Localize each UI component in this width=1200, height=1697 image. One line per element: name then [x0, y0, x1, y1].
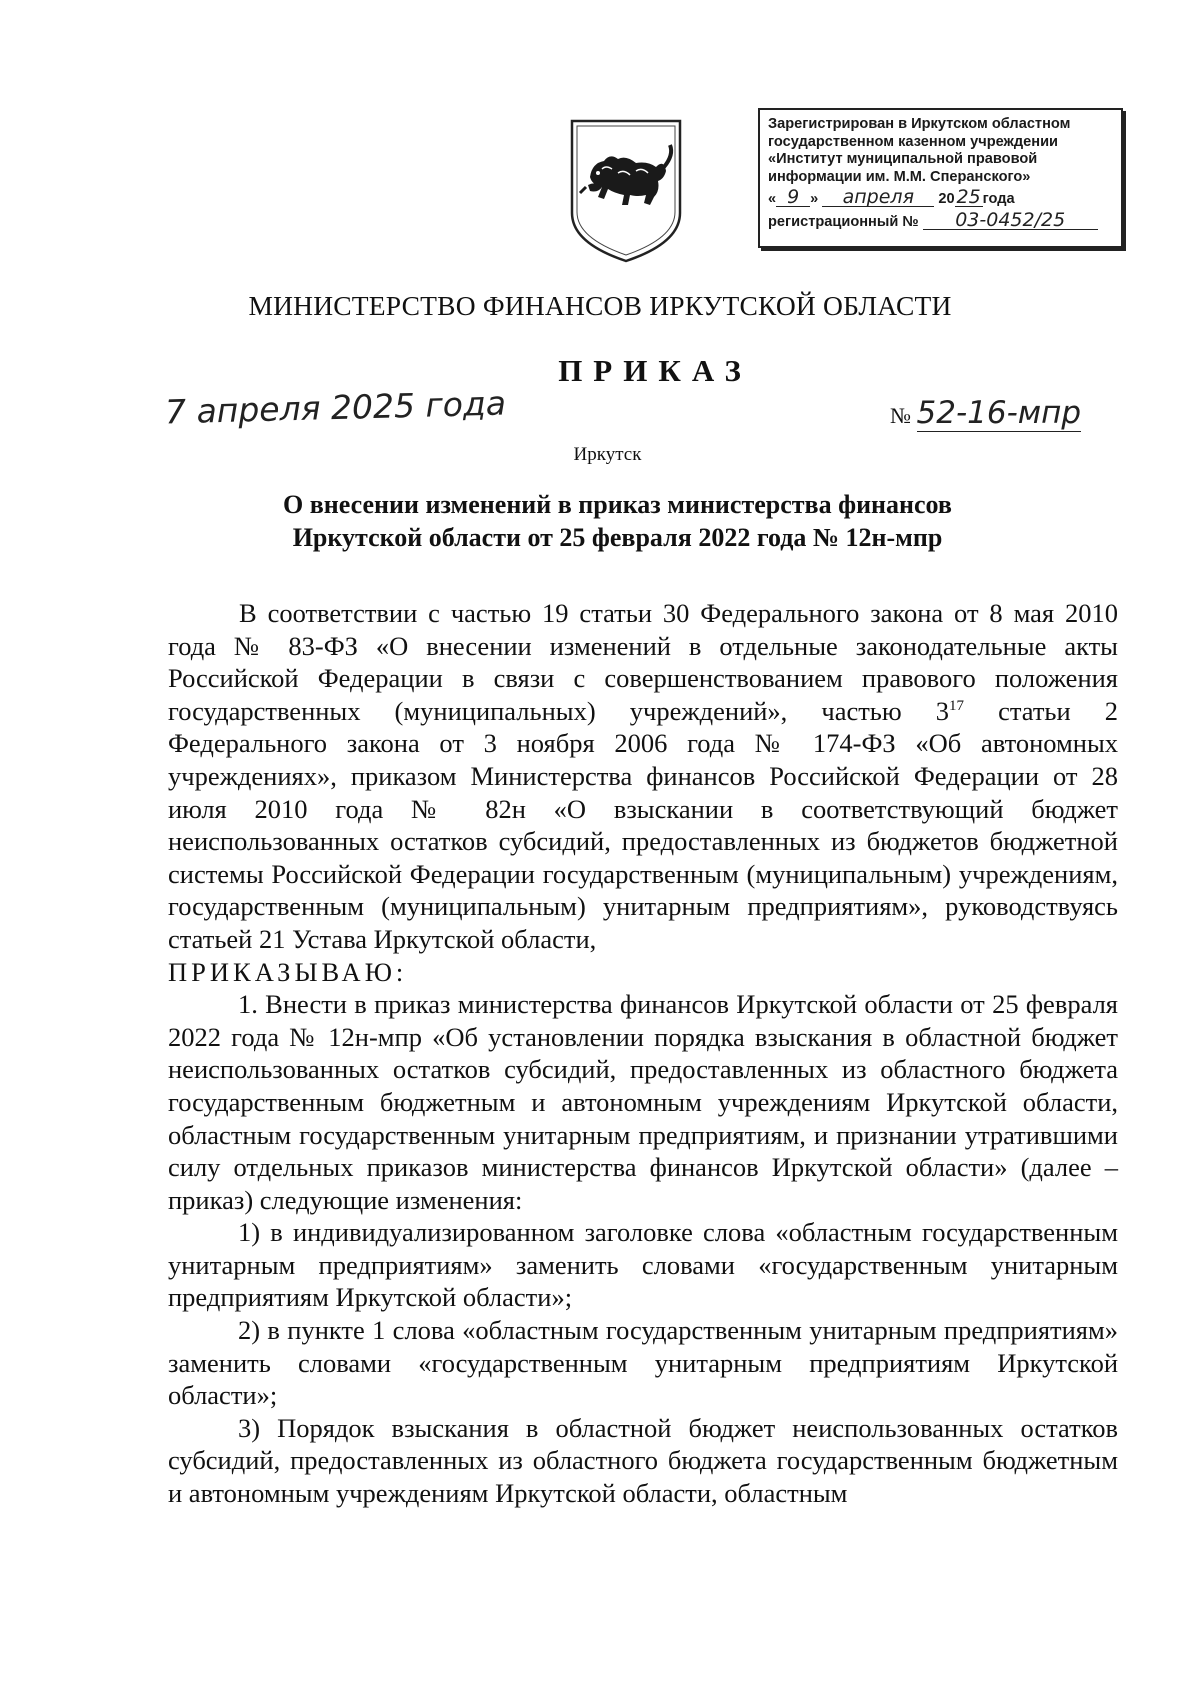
handwritten-number: 52-16-мпр	[916, 395, 1082, 431]
stamp-line: государственном казенном учреждении	[768, 133, 1059, 150]
order-number	[890, 395, 1081, 431]
superscript: 17	[949, 697, 965, 714]
stamp-date	[768, 186, 1115, 209]
stamp-reg-number: 03-0452/25	[923, 212, 1098, 230]
stamp-year-prefix: 20	[938, 191, 955, 208]
city: Иркутск	[573, 444, 642, 465]
stamp-month: апреля	[822, 189, 934, 207]
preamble-text: В соответствии с частью 19 статьи 30 Федерального закона от 8 мая 2010 года № 83-ФЗ «О внесении изменений в отдельные законодательные акты Российской Федерации в связи с совершенствованием правового положения государственных (муниципальных) учреждений», частью 3	[168, 598, 1118, 726]
stamp-line: «Институт муниципальной правовой	[768, 151, 1038, 168]
handwritten-date: 7 апреля 2025 года	[164, 383, 507, 432]
stamp-line: Зарегистрирован в Иркутском областном	[768, 116, 1071, 132]
title-line: Иркутской области от 25 февраля 2022 года № 12н-мпр	[292, 523, 943, 552]
document-title	[0, 488, 1200, 554]
coat-of-arms-icon	[566, 115, 686, 265]
document-body	[168, 597, 1118, 1510]
order-word: ПРИКАЗЫВАЮ:	[168, 956, 408, 987]
title-line: О внесении изменений в приказ министерства финансов	[283, 490, 952, 519]
stamp-registration	[768, 208, 1115, 232]
subitem-paragraph: 2) в пункте 1 слова «областным государственным унитарным предприятиям» заменить словами «государственным унитарным предприятиям Иркутской области»;	[168, 1315, 1118, 1411]
preamble-text: статьи 2 Федерального закона от 3 ноября 2006 года № 174-ФЗ «Об автономных учреждениях», приказом Министерства финансов Российской Федерации от 28 июля 2010 года № 82н «О взыскании в соответствующий бюджет неиспользованных остатков субсидий, предоставленных из бюджетов бюджетной системы Российской Федерации государственным (муниципальным) учреждениям, государственным (муниципальным) унитарным предприятиям», руководствуясь статьей 21 Устава Иркутской области,	[168, 695, 1118, 954]
stamp-close-quote: »	[810, 191, 819, 208]
document-type: ПРИКАЗ	[558, 353, 752, 388]
subitem-paragraph: 1) в индивидуализированном заголовке слова «областным государственным унитарным предприятиям» заменить словами «государственным унитарным предприятиям Иркутской области»;	[168, 1217, 1118, 1313]
stamp-line: информации им. М.М. Сперанского»	[768, 168, 1031, 185]
registration-stamp	[758, 108, 1123, 248]
subitem-paragraph: 3) Порядок взыскания в областной бюджет неиспользованных остатков субсидий, предоставленных из областного бюджета государственным бюджетным и автономным учреждениям Иркутской области, областным	[168, 1412, 1118, 1509]
stamp-open-quote: «	[768, 191, 777, 208]
stamp-day: 9	[776, 189, 810, 207]
ministry-name: МИНИСТЕРСТВО ФИНАНСОВ ИРКУТСКОЙ ОБЛАСТИ	[248, 290, 952, 321]
stamp-year-word: года	[982, 191, 1015, 208]
preamble-paragraph	[168, 597, 1118, 956]
number-label: №	[890, 403, 911, 428]
item-paragraph: 1. Внести в приказ министерства финансов Иркутской области от 25 февраля 2022 года № 12н-мпр «Об установлении порядка взыскания в областной бюджет неиспользованных остатков субсидий, предоставленных из областного бюджета государственным бюджетным и автономным учреждениям Иркутской области, областным государственным унитарным предприятиям, и признании утратившими силу отдельных приказов министерства финансов Иркутской области» (далее – приказ) следующие изменения:	[168, 989, 1118, 1215]
stamp-reg-label: регистрационный №	[768, 213, 919, 230]
stamp-year-suffix: 25	[956, 186, 981, 209]
